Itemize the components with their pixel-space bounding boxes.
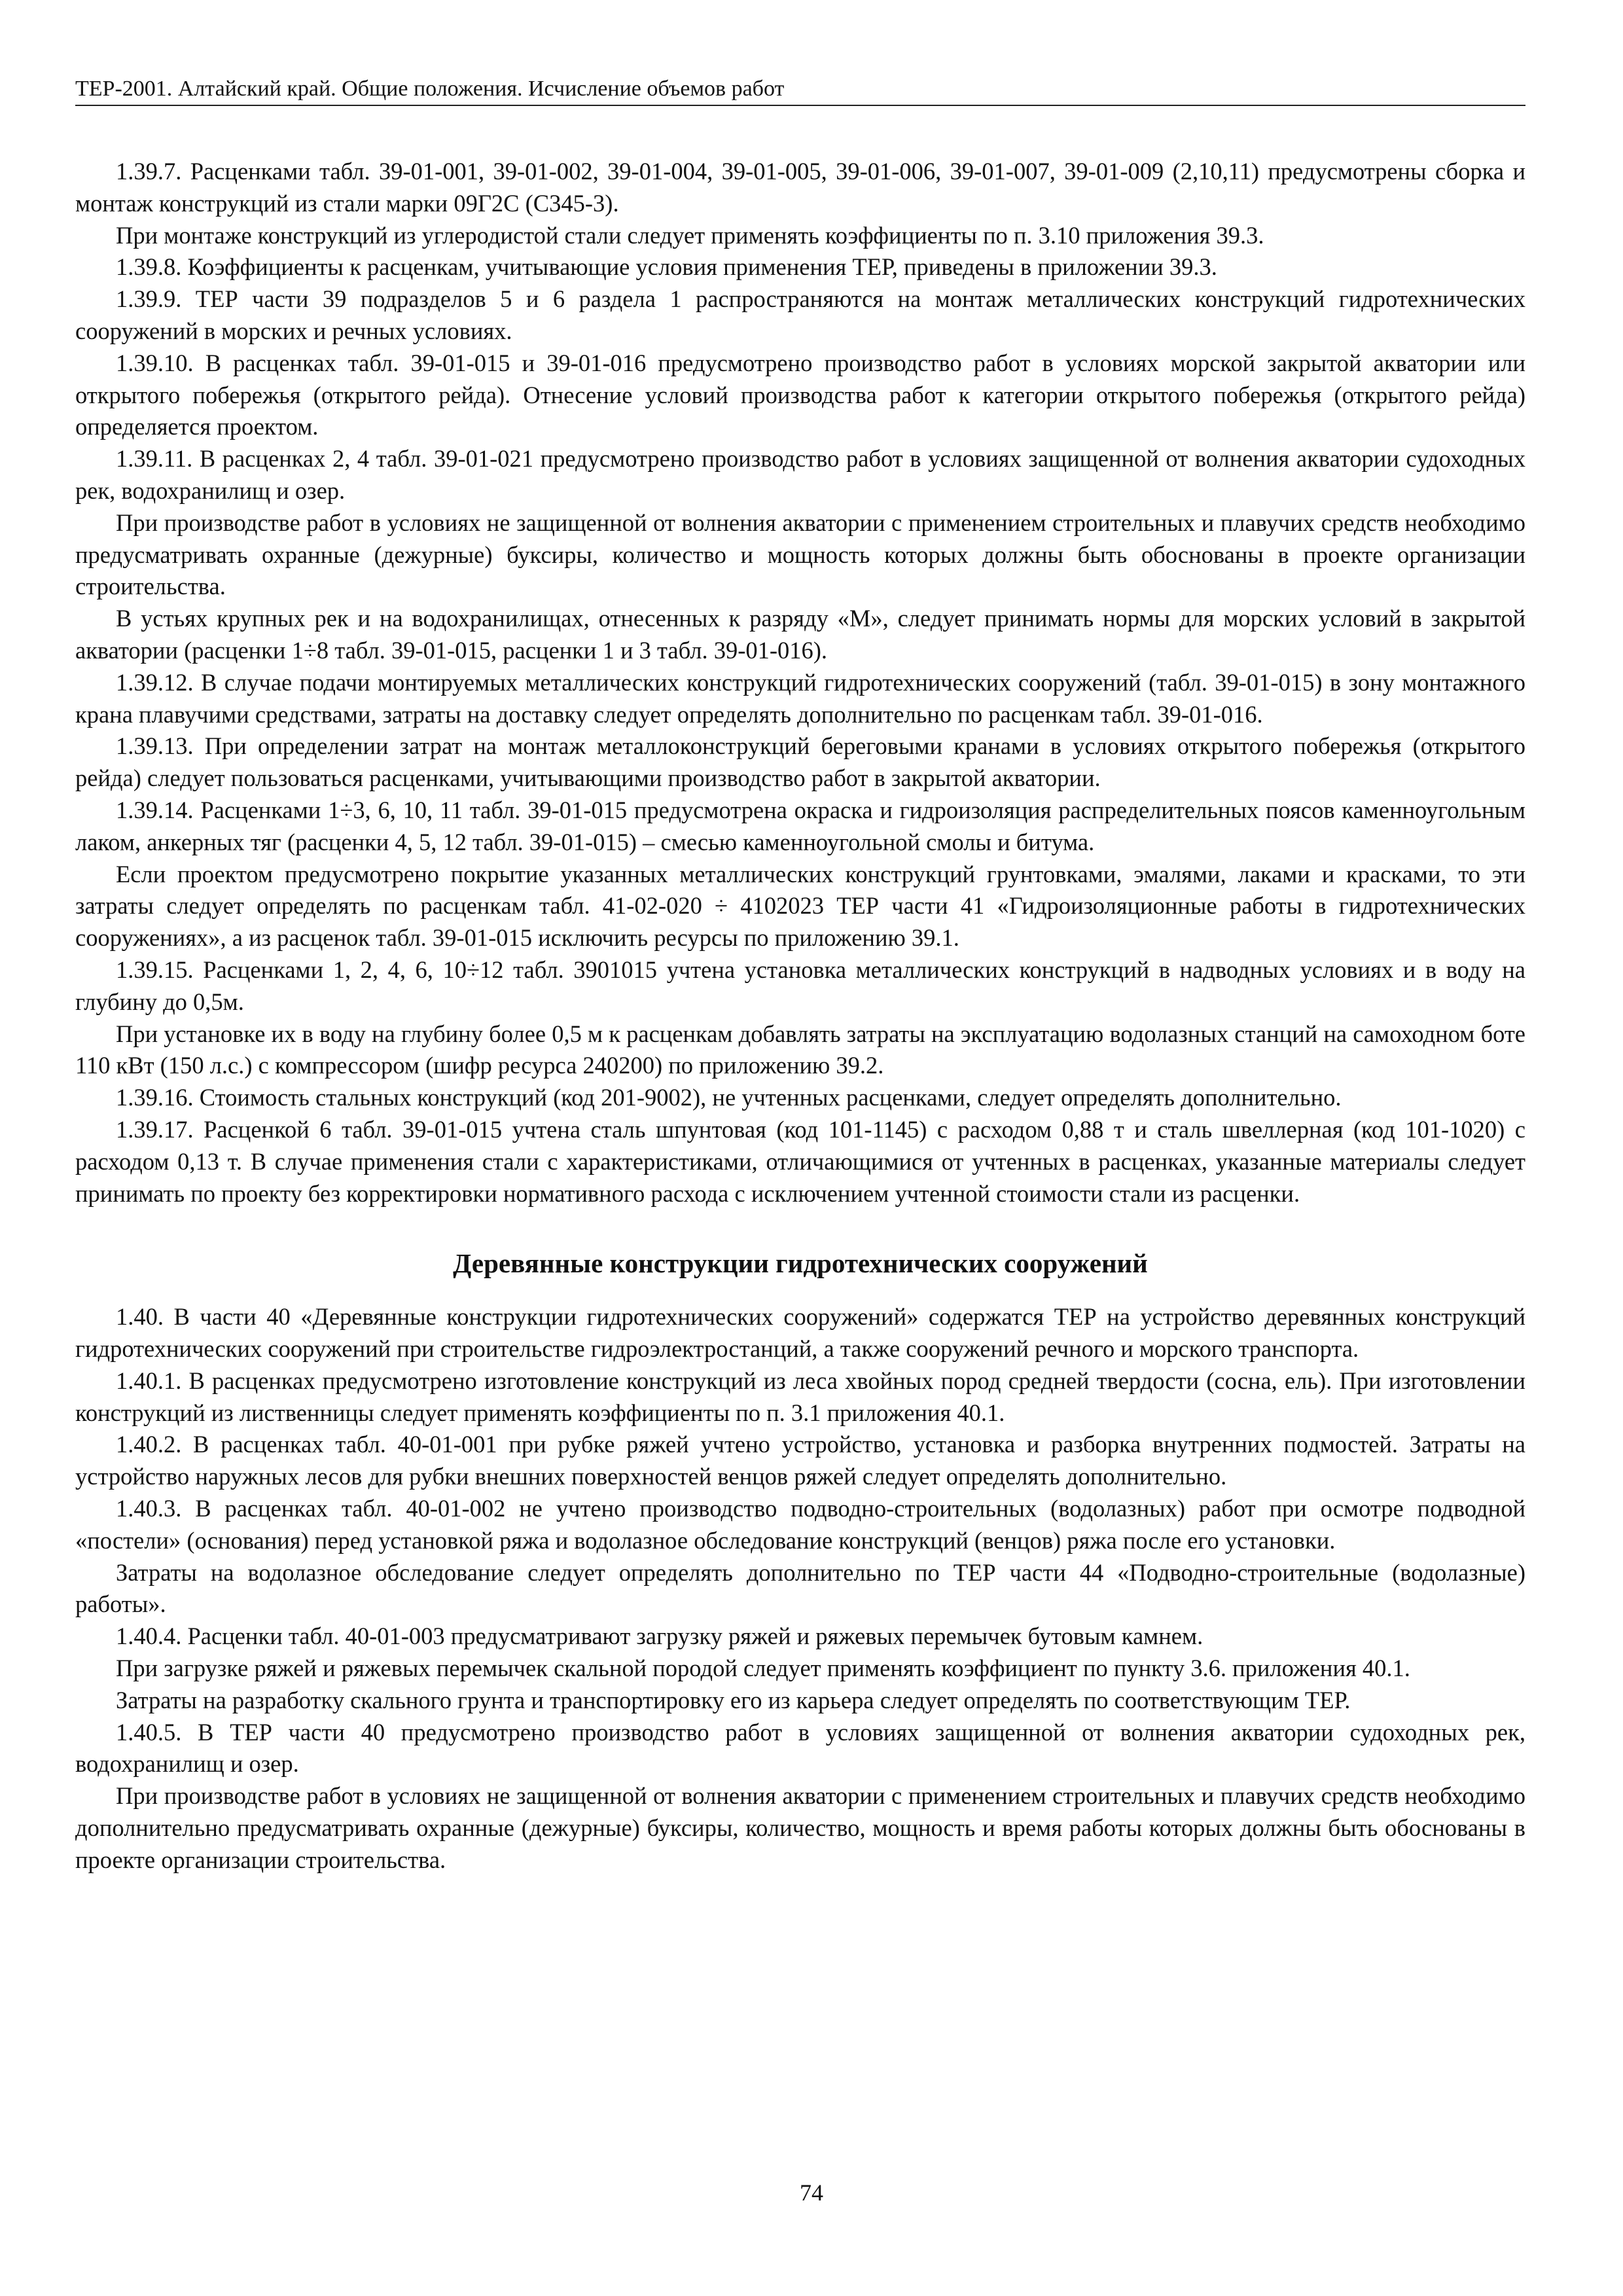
paragraph-1-40: 1.40. В части 40 «Деревянные конструкции гидротехнических сооружений» содержатся ТЕР на устройство деревянных конструкций гидротехнических сооружений при строительстве гидроэлектростанций, а также сооружений речного и морского транспорта. bbox=[75, 1303, 1525, 1363]
paragraph-diving-inspection: Затраты на водолазное обследование следует определять дополнительно по ТЕР части 44 «Подводно-строительные (водолазные) работы». bbox=[75, 1558, 1525, 1618]
paragraph-coatings: Если проектом предусмотрено покрытие указанных металлических конструкций грунтовками, эмалями, лаками и красками, то эти затраты следует определять по расценкам табл. 41-02-020 ÷ 4102023 ТЕР части 41 «Гидроизоляционные работы в гидротехнических сооружениях», а из расценок табл. 39-01-015 исключить ресурсы по приложению 39.1. bbox=[75, 860, 1525, 952]
paragraph-1-40-1: 1.40.1. В расценках предусмотрено изготовление конструкций из леса хвойных пород средней твердости (сосна, ель). При изготовлении конструкций из лиственницы следует применять коэффициенты по п. 3.1 приложения 40.1. bbox=[75, 1367, 1525, 1426]
paragraph-1-39-14: 1.39.14. Расценками 1÷3, 6, 10, 11 табл. 39-01-015 предусмотрена окраска и гидроизоляция распределительных поясов каменноугольным лаком, анкерных тяг (расценки 4, 5, 12 табл. 39-01-015) – смесью каменноугольной смолы и битума. bbox=[75, 796, 1525, 855]
paragraph-1-40-3: 1.40.3. В расценках табл. 40-01-002 не учтено производство подводно-строительных (водолазных) работ при осмотре подводной «постели» (основания) перед установкой ряжа и водолазное обследование конструкций (венцов) ряжа после его установки. bbox=[75, 1495, 1525, 1554]
paragraph-carbon-steel: При монтаже конструкций из углеродистой стали следует применять коэффициенты по п. 3.10 приложения 39.3. bbox=[116, 221, 1264, 249]
paragraph-1-39-8: 1.39.8. Коэффициенты к расценкам, учитывающие условия применения ТЕР, приведены в приложении 39.3. bbox=[116, 253, 1217, 281]
page-body bbox=[75, 156, 1525, 1876]
paragraph-rock-loading: При загрузке ряжей и ряжевых перемычек скальной породой следует применять коэффициент по пункту 3.6. приложения 40.1. bbox=[116, 1655, 1410, 1682]
paragraph-1-39-10: 1.39.10. В расценках табл. 39-01-015 и 39-01-016 предусмотрено производство работ в условиях морской закрытой акватории или открытого побережья (открытого рейда). Отнесение условий производства работ к категории открытого побережья (открытого рейда) определяется проектом. bbox=[75, 349, 1525, 440]
paragraph-guard-tugs-additional: При производстве работ в условиях не защищенной от волнения акватории с применением строительных и плавучих средств необходимо дополнительно предусматривать охранные (дежурные) буксиры, количество, мощность и время работы которых должны быть обоснованы в проекте организации строительства. bbox=[75, 1782, 1525, 1873]
paragraph-1-40-5: 1.40.5. В ТЕР части 40 предусмотрено производство работ в условиях защищенной от волнения акватории судоходных рек, водохранилищ и озер. bbox=[75, 1718, 1525, 1778]
paragraph-river-mouths: В устьях крупных рек и на водохранилищах, отнесенных к разряду «М», следует принимать нормы для морских условий в закрытой акватории (расценки 1÷8 табл. 39-01-015, расценки 1 и 3 табл. 39-01-016). bbox=[75, 605, 1525, 664]
paragraph-1-39-9: 1.39.9. ТЕР части 39 подразделов 5 и 6 раздела 1 распространяются на монтаж металлических конструкций гидротехнических сооружений в морских и речных условиях. bbox=[75, 285, 1525, 344]
paragraph-1-39-11: 1.39.11. В расценках 2, 4 табл. 39-01-021 предусмотрено производство работ в условиях защищенной от волнения акватории судоходных рек, водохранилищ и озер. bbox=[75, 445, 1525, 504]
paragraph-1-39-15: 1.39.15. Расценками 1, 2, 4, 6, 10÷12 табл. 3901015 учтена установка металлических конструкций в надводных условиях и в воду на глубину до 0,5м. bbox=[75, 956, 1525, 1015]
section-heading: Деревянные конструкции гидротехнических сооружений bbox=[453, 1248, 1148, 1279]
running-header: ТЕР-2001. Алтайский край. Общие положения. Исчисление объемов работ bbox=[75, 76, 1525, 106]
paragraph-1-40-2: 1.40.2. В расценках табл. 40-01-001 при рубке ряжей учтено устройство, установка и разборка внутренних подмостей. Затраты на устройство наружных лесов для рубки внешних поверхностей венцов ряжей следует определять дополнительно. bbox=[75, 1431, 1525, 1490]
paragraph-guard-tugs: При производстве работ в условиях не защищенной от волнения акватории с применением строительных и плавучих средств необходимо предусматривать охранные (дежурные) буксиры, количество и мощность которых должны быть обоснованы в проекте организации строительства. bbox=[75, 509, 1525, 600]
paragraph-1-39-13: 1.39.13. При определении затрат на монтаж металлоконструкций береговыми кранами в условиях открытого побережья (открытого рейда) следует пользоваться расценками, учитывающими производство работ в закрытой акватории. bbox=[75, 732, 1525, 792]
paragraph-1-40-4: 1.40.4. Расценки табл. 40-01-003 предусматривают загрузку ряжей и ряжевых перемычек бутовым камнем. bbox=[116, 1623, 1204, 1650]
paragraph-diving-stations: При установке их в воду на глубину более 0,5 м к расценкам добавлять затраты на эксплуатацию водолазных станций на самоходном боте 110 кВт (150 л.с.) с компрессором (шифр ресурса 240200) по приложению 39.2. bbox=[75, 1020, 1525, 1079]
paragraph-rock-excavation: Затраты на разработку скального грунта и транспортировку его из карьера следует определять по соответствующим ТЕР. bbox=[116, 1686, 1351, 1713]
paragraph-1-39-16: 1.39.16. Стоимость стальных конструкций (код 201-9002), не учтенных расценками, следует определять дополнительно. bbox=[116, 1084, 1342, 1111]
paragraph-1-39-12: 1.39.12. В случае подачи монтируемых металлических конструкций гидротехнических сооружений (табл. 39-01-015) в зону монтажного крана плавучими средствами, затраты на доставку следует определять дополнительно по расценкам табл. 39-01-016. bbox=[75, 668, 1525, 728]
page-number: 74 bbox=[800, 2179, 823, 2206]
paragraph-1-39-7: 1.39.7. Расценками табл. 39-01-001, 39-01-002, 39-01-004, 39-01-005, 39-01-006, 39-01-007, 39-01-009 (2,10,11) предусмотрены сборка и монтаж конструкций из стали марки 09Г2С (С345-3). bbox=[75, 158, 1525, 217]
paragraph-1-39-17: 1.39.17. Расценкой 6 табл. 39-01-015 учтена сталь шпунтовая (код 101-1145) с расходом 0,88 т и сталь швеллерная (код 101-1020) с расходом 0,13 т. В случае применения стали с характеристиками, отличающимися от учтенных в расценках, указанные материалы следует принимать по проекту без корректировки нормативного расхода с исключением учтенной стоимости стали из расценки. bbox=[75, 1115, 1525, 1207]
